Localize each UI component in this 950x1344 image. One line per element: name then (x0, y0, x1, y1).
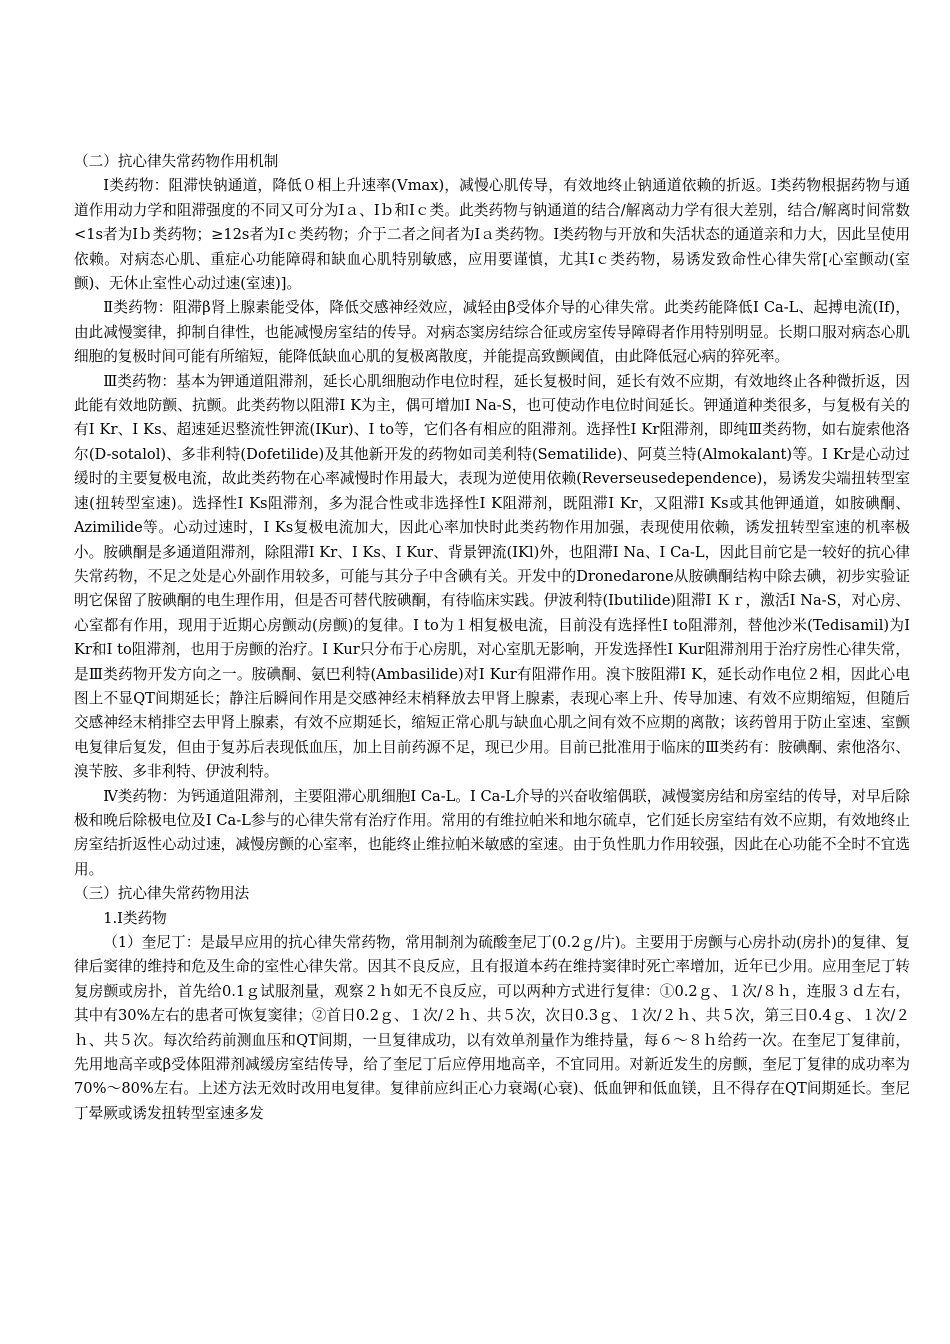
subsection-heading-class-i: 1.Ⅰ类药物 (103, 909, 167, 927)
paragraph-class-iii: Ⅲ类药物：基本为钾通道阻滞剂，延长心肌细胞动作电位时程，延长复极时间，延长有效不应期，有效地终止各种微折返，因此能有效地防颤、抗颤。此类药物以阻滞Ⅰ K为主，偶可增加Ⅰ Na-S，也可使动作电位时间延长。钾通道种类很多，与复极有关的有Ⅰ Kr、Ⅰ Ks、超速延迟整流性钾流(IKur)、Ⅰ to等，它们各有相应的阻滞剂。选择性Ⅰ Kr阻滞剂，即纯Ⅲ类药物，如右旋索他洛尔(D-sotalol)、多非利特(Dofetilide)及其他新开发的药物如司美利特(Sematilide)、阿莫兰特(Almokalant)等。Ⅰ Kr是心动过缓时的主要复极电流，故此类药物在心率减慢时作用最大，表现为逆使用依赖(Reverseusedependence)，易诱发尖端扭转型室速(扭转型室速)。选择性Ⅰ Ks阻滞剂，多为混合性或非选择性Ⅰ K阻滞剂，既阻滞Ⅰ Kr，又阻滞Ⅰ Ks或其他钾通道，如胺碘酮、Azimilide等。心动过速时，Ⅰ Ks复极电流加大，因此心率加快时此类药物作用加强，表现使用依赖，诱发扭转型室速的机率极小。胺碘酮是多通道阻滞剂，除阻滞Ⅰ Kr、Ⅰ Ks、Ⅰ Kur、背景钾流(IKl)外，也阻滞Ⅰ Na、Ⅰ Ca-L，因此目前它是一较好的抗心律失常药物，不足之处是心外副作用较多，可能与其分子中含碘有关。开发中的Dronedarone从胺碘酮结构中除去碘，初步实验证明它保留了胺碘酮的电生理作用，但是否可替代胺碘酮，有待临床实践。伊波利特(Ibutilide)阻滞Ⅰ Ｋｒ，激活Ⅰ Na-S，对心房、心室都有作用，现用于近期心房颤动(房颤)的复律。Ⅰ to为１相复极电流，目前没有选择性Ⅰ to阻滞剂，替他沙米(Tedisamil)为Ⅰ Kr和Ⅰ to阻滞剂，也用于房颤的治疗。Ⅰ Kur只分布于心房肌，对心室肌无影响，开发选择性Ⅰ Kur阻滞剂用于治疗房性心律失常，是Ⅲ类药物开发方向之一。胺碘酮、氨巴利特(Ambasilide)对Ⅰ Kur有阻滞作用。溴卞胺阻滞Ⅰ K，延长动作电位２相，因此心电图上不显QT间期延长；静注后瞬间作用是交感神经末梢释放去甲肾上腺素，表现心率上升、传导加速、有效不应期缩短，但随后交感神经末梢排空去甲肾上腺素，有效不应期延长，缩短正常心肌与缺血心肌之间有效不应期的离散；该药曾用于防止室速、室颤电复律后复发，但由于复苏后表现低血压，加上目前药源不足，现已少用。目前已批准用于临床的Ⅲ类药有：胺碘酮、索他洛尔、溴苄胺、多非利特、伊波利特。 (74, 372, 910, 781)
paragraph-class-iv: Ⅳ类药物：为钙通道阻滞剂，主要阻滞心肌细胞Ⅰ Ca-L。Ⅰ Ca-L介导的兴奋收缩偶联，减慢窦房结和房室结的传导，对早后除极和晚后除极电位及Ⅰ Ca-L参与的心律失常有治疗作用。常用的有维拉帕米和地尔硫卓，它们延长房室结有效不应期，有效地终止房室结折返性心动过速，减慢房颤的心室率，也能终止维拉帕米敏感的室速。由于负性肌力作用较强，因此在心功能不全时不宜选用。 (74, 787, 910, 878)
paragraph-quinidine: （1）奎尼丁：是最早应用的抗心律失常药物，常用制剂为硫酸奎尼丁(0.2ｇ/片)。主要用于房颤与心房扑动(房扑)的复律、复律后窦律的维持和危及生命的室性心律失常。因其不良反应，且有报道本药在维持窦律时死亡率增加，近年已少用。应用奎尼丁转复房颤或房扑，首先给0.1ｇ试服剂量，观察２ｈ如无不良反应，可以两种方式进行复律：①0.2ｇ、１次/８ｈ，连服３ｄ左右，其中有30%左右的患者可恢复窦律；②首日0.2ｇ、１次/２ｈ、共５次，次日0.3ｇ、１次/２ｈ、共５次，第三日0.4ｇ、１次/２ｈ、共５次。每次给药前测血压和QT间期，一旦复律成功，以有效单剂量作为维持量，每６～８ｈ给药一次。在奎尼丁复律前，先用地高辛或β受体阻滞剂减缓房室结传导，给了奎尼丁后应停用地高辛，不宜同用。对新近发生的房颤，奎尼丁复律的成功率为70%～80%左右。上述方法无效时改用电复律。复律前应纠正心力衰竭(心衰)、低血钾和低血镁，且不得存在QT间期延长。奎尼丁晕厥或诱发扭转型室速多发 (74, 934, 910, 1122)
paragraph-class-ii: Ⅱ类药物：阻滞β肾上腺素能受体，降低交感神经效应，减轻由β受体介导的心律失常。此类药能降低Ⅰ Ca-L、起搏电流(If)，由此减慢窦律，抑制自律性，也能减慢房室结的传导。对病态窦房结综合征或房室传导障碍者作用特别明显。长期口服对病态心肌细胞的复极时间可能有所缩短，能降低缺血心肌的复极离散度，并能提高致颤阈值，由此降低冠心病的猝死率。 (74, 299, 910, 366)
document-page (74, 150, 910, 1126)
section-heading-usage: （三）抗心律失常药物用法 (74, 885, 250, 903)
paragraph-class-i: Ⅰ类药物：阻滞快钠通道，降低０相上升速率(Ⅴmax)，减慢心肌传导，有效地终止钠通道依赖的折返。Ⅰ类药物根据药物与通道作用动力学和阻滞强度的不同又可分为Ⅰａ、Ⅰｂ和Ⅰｃ类。此类药物与钠通道的结合/解离动力学有很大差别，结合/解离时间常数<1s者为Ⅰｂ类药物；≥12s者为Ⅰｃ类药物；介于二者之间者为Ⅰａ类药物。Ⅰ类药物与开放和失活状态的通道亲和力大，因此呈使用依赖。对病态心肌、重症心功能障碍和缺血心肌特别敏感，应用要谨慎，尤其Ⅰｃ类药物，易诱发致命性心律失常[心室颤动(室颤)、无休止室性心动过速(室速)]。 (74, 177, 910, 293)
section-heading-mechanism: （二）抗心律失常药物作用机制 (74, 153, 279, 170)
